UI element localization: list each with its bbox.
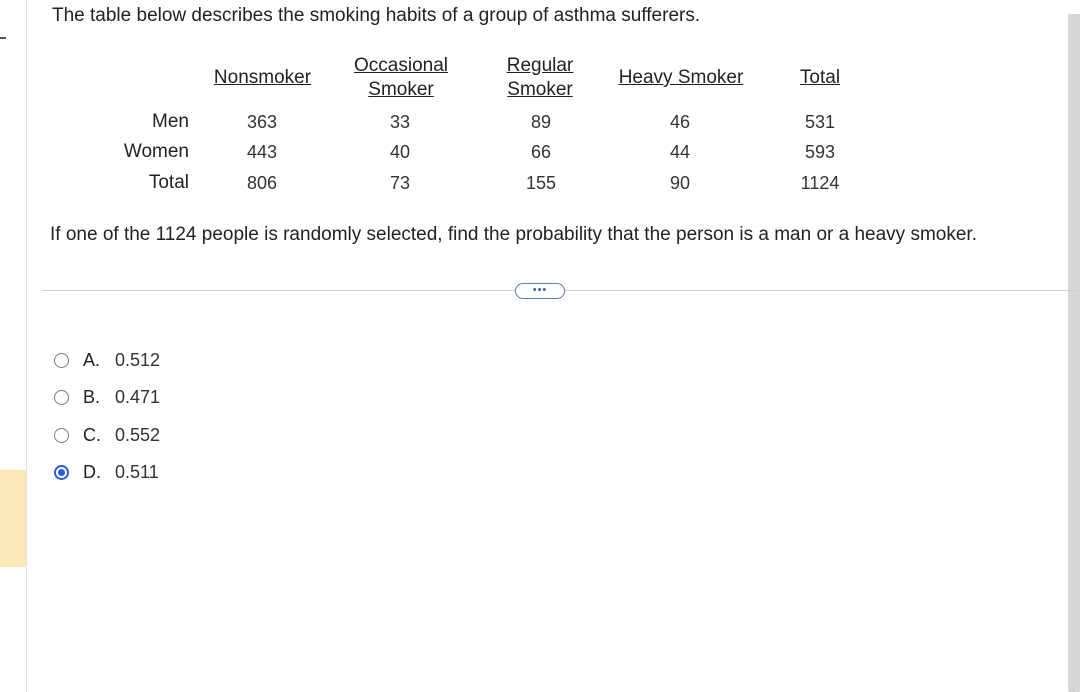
row-label-men: Men [152, 111, 189, 132]
left-highlight-bar [0, 470, 26, 567]
table-cell: 46 [669, 112, 691, 132]
table-cell: 806 [246, 173, 278, 193]
table-cell: 33 [389, 112, 411, 132]
table-cell: 73 [389, 173, 411, 193]
option-b[interactable] [54, 385, 160, 409]
option-value: 0.552 [115, 424, 161, 445]
table-cell: 155 [525, 173, 557, 193]
option-value: 0.511 [115, 461, 159, 482]
radio-button-icon[interactable] [54, 428, 69, 443]
radio-button-selected-icon[interactable] [54, 465, 69, 480]
table-cell: 44 [669, 142, 691, 162]
radio-button-icon[interactable] [54, 390, 69, 405]
scrollbar[interactable] [1068, 14, 1080, 692]
option-c[interactable] [54, 423, 160, 447]
header-regular-smoker: Regular Smoker [506, 55, 574, 100]
option-letter: B. [83, 386, 101, 407]
option-d[interactable] [54, 460, 159, 484]
header-occasional-smoker: Occasional Smoker [354, 55, 448, 100]
option-letter: A. [83, 349, 101, 370]
header-nonsmoker: Nonsmoker [213, 67, 312, 88]
table-cell: 531 [804, 112, 836, 132]
table-cell: 66 [530, 142, 552, 162]
more-options-button[interactable]: ••• [515, 283, 565, 299]
table-cell: 90 [669, 173, 691, 193]
header-total: Total [799, 67, 841, 88]
row-label-total: Total [148, 172, 189, 193]
question-text: If one of the 1124 people is randomly selected, find the probability that the person is a man or a heavy smoker. [50, 224, 977, 245]
option-letter: D. [83, 461, 101, 482]
radio-button-icon[interactable] [54, 353, 69, 368]
row-label-women: Women [123, 141, 189, 162]
left-panel-border [26, 0, 27, 692]
table-cell: 40 [389, 142, 411, 162]
header-heavy-smoker: Heavy Smoker [618, 67, 744, 88]
table-cell: 1124 [800, 173, 840, 193]
table-cell: 363 [246, 112, 278, 132]
option-value: 0.471 [115, 386, 161, 407]
option-a[interactable] [54, 348, 160, 372]
table-cell: 89 [530, 112, 552, 132]
question-intro: The table below describes the smoking habits of a group of asthma sufferers. [52, 5, 701, 26]
left-edge-marker [0, 37, 6, 39]
option-value: 0.512 [115, 349, 161, 370]
option-letter: C. [83, 424, 101, 445]
table-cell: 593 [804, 142, 836, 162]
table-cell: 443 [246, 142, 278, 162]
